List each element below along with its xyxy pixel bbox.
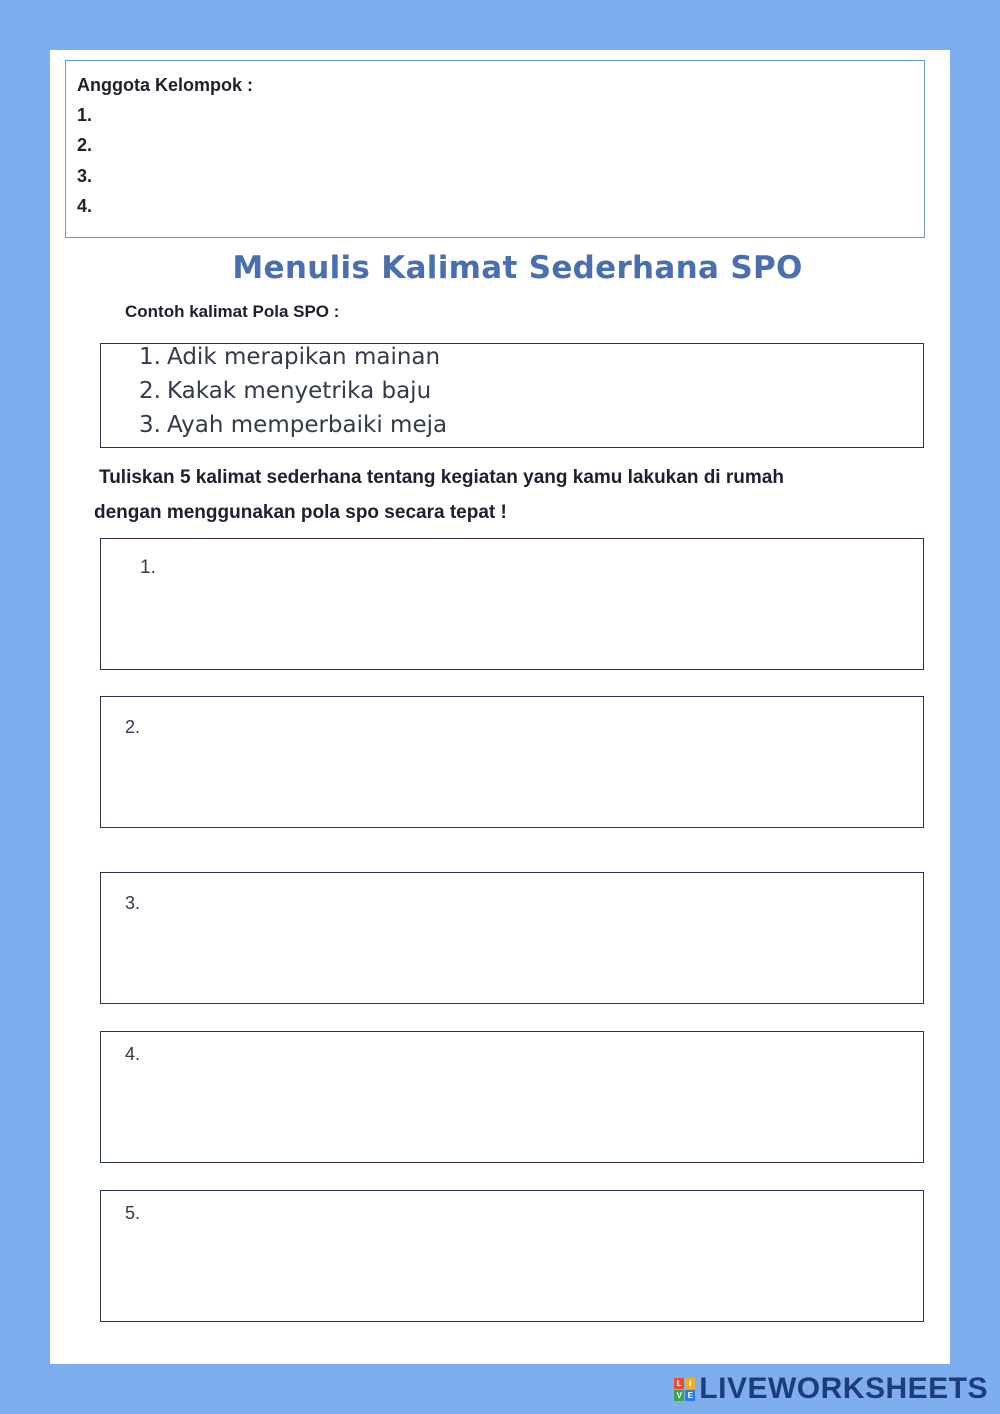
answer-number: 3. [125, 893, 141, 913]
logo-mark-tile: E [685, 1390, 695, 1401]
answer-box-1[interactable] [100, 538, 924, 670]
example-item-text: Ayah memperbaiki meja [167, 412, 448, 438]
answer-box-4[interactable] [100, 1031, 924, 1163]
member-line-1: 1. [77, 105, 93, 125]
answer-box-5[interactable] [100, 1190, 924, 1322]
logo-mark-tile: V [674, 1390, 684, 1401]
logo-mark-icon [674, 1378, 695, 1401]
example-item-number: 2. [139, 378, 161, 404]
answer-number: 5. [125, 1203, 141, 1223]
logo-mark-tile: I [685, 1378, 695, 1389]
worksheet-page [50, 50, 950, 1364]
instruction-text [94, 460, 924, 530]
member-line-4: 4. [77, 196, 93, 216]
example-item [135, 344, 440, 370]
example-item [135, 378, 431, 404]
example-item-number: 1. [139, 344, 161, 370]
member-line-3: 3. [77, 166, 93, 186]
page-title: Menulis Kalimat Sederhana SPO [232, 250, 803, 286]
example-label: Contoh kalimat Pola SPO : [125, 302, 340, 321]
group-members-box [65, 60, 925, 238]
answer-number: 1. [140, 557, 156, 578]
example-item-text: Kakak menyetrika baju [167, 378, 432, 404]
member-line-2: 2. [77, 135, 93, 155]
liveworksheets-logo [674, 1372, 988, 1406]
logo-mark-tile: L [674, 1378, 684, 1389]
example-item [135, 412, 447, 438]
answer-number: 4. [125, 1044, 141, 1064]
instruction-line-1: Tuliskan 5 kalimat sederhana tentang kegiatan yang kamu lakukan di rumah [99, 467, 784, 488]
members-title: Anggota Kelompok : [77, 75, 253, 95]
instruction-line-2: dengan menggunakan pola spo secara tepat ! [94, 502, 507, 523]
example-item-number: 3. [139, 412, 161, 438]
answer-box-3[interactable] [100, 872, 924, 1004]
answer-box-2[interactable] [100, 696, 924, 828]
example-item-text: Adik merapikan mainan [167, 344, 441, 370]
example-box [100, 343, 924, 448]
logo-text: LIVEWORKSHEETS [699, 1372, 988, 1405]
answer-number: 2. [125, 717, 141, 737]
